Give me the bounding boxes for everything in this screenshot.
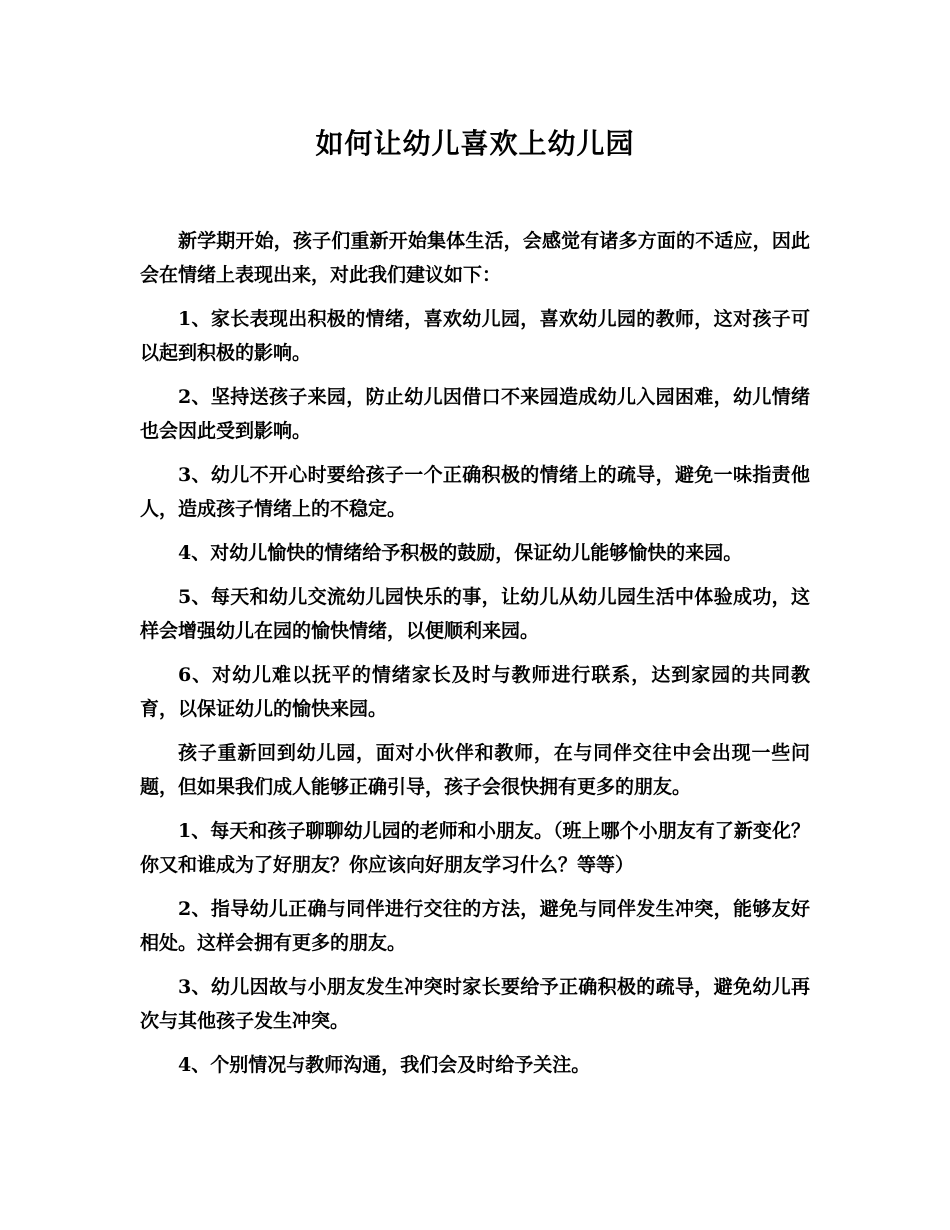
paragraph-item: 6、对幼儿难以抚平的情绪家长及时与教师进行联系，达到家园的共同教育，以保证幼儿的愉快来园。 [140,664,810,720]
paragraph-intro: 新学期开始，孩子们重新开始集体生活，会感觉有诸多方面的不适应，因此会在情绪上表现出来，对此我们建议如下： [140,230,810,286]
paragraph-item: 5、每天和幼儿交流幼儿园快乐的事，让幼儿从幼儿园生活中体验成功，这样会增强幼儿在园的愉快情绪，以便顺利来园。 [140,586,810,642]
paragraph-item: 1、每天和孩子聊聊幼儿园的老师和小朋友。（班上哪个小朋友有了新变化？你又和谁成为了好朋友？你应该向好朋友学习什么？等等） [140,820,810,876]
document-title: 如何让幼儿喜欢上幼儿园 [315,127,635,160]
paragraph-item: 3、幼儿因故与小朋友发生冲突时家长要给予正确积极的疏导，避免幼儿再次与其他孩子发生冲突。 [140,976,810,1032]
paragraph-section-intro: 孩子重新回到幼儿园，面对小伙伴和教师，在与同伴交往中会出现一些问题，但如果我们成人能够正确引导，孩子会很快拥有更多的朋友。 [140,742,810,798]
paragraph-item: 2、指导幼儿正确与同伴进行交往的方法，避免与同伴发生冲突，能够友好相处。这样会拥有更多的朋友。 [140,898,810,954]
paragraph-item: 4、对幼儿愉快的情绪给予积极的鼓励，保证幼儿能够愉快的来园。 [178,542,743,564]
paragraph-item: 2、坚持送孩子来园，防止幼儿因借口不来园造成幼儿入园困难，幼儿情绪也会因此受到影响。 [140,386,810,442]
paragraph-item: 3、幼儿不开心时要给孩子一个正确积极的情绪上的疏导，避免一味指责他人，造成孩子情绪上的不稳定。 [140,464,810,520]
document-body [140,224,810,1092]
paragraph-item: 4、个别情况与教师沟通，我们会及时给予关注。 [178,1054,591,1076]
paragraph-item: 1、家长表现出积极的情绪，喜欢幼儿园，喜欢幼儿园的教师，这对孩子可以起到积极的影响。 [140,308,810,364]
